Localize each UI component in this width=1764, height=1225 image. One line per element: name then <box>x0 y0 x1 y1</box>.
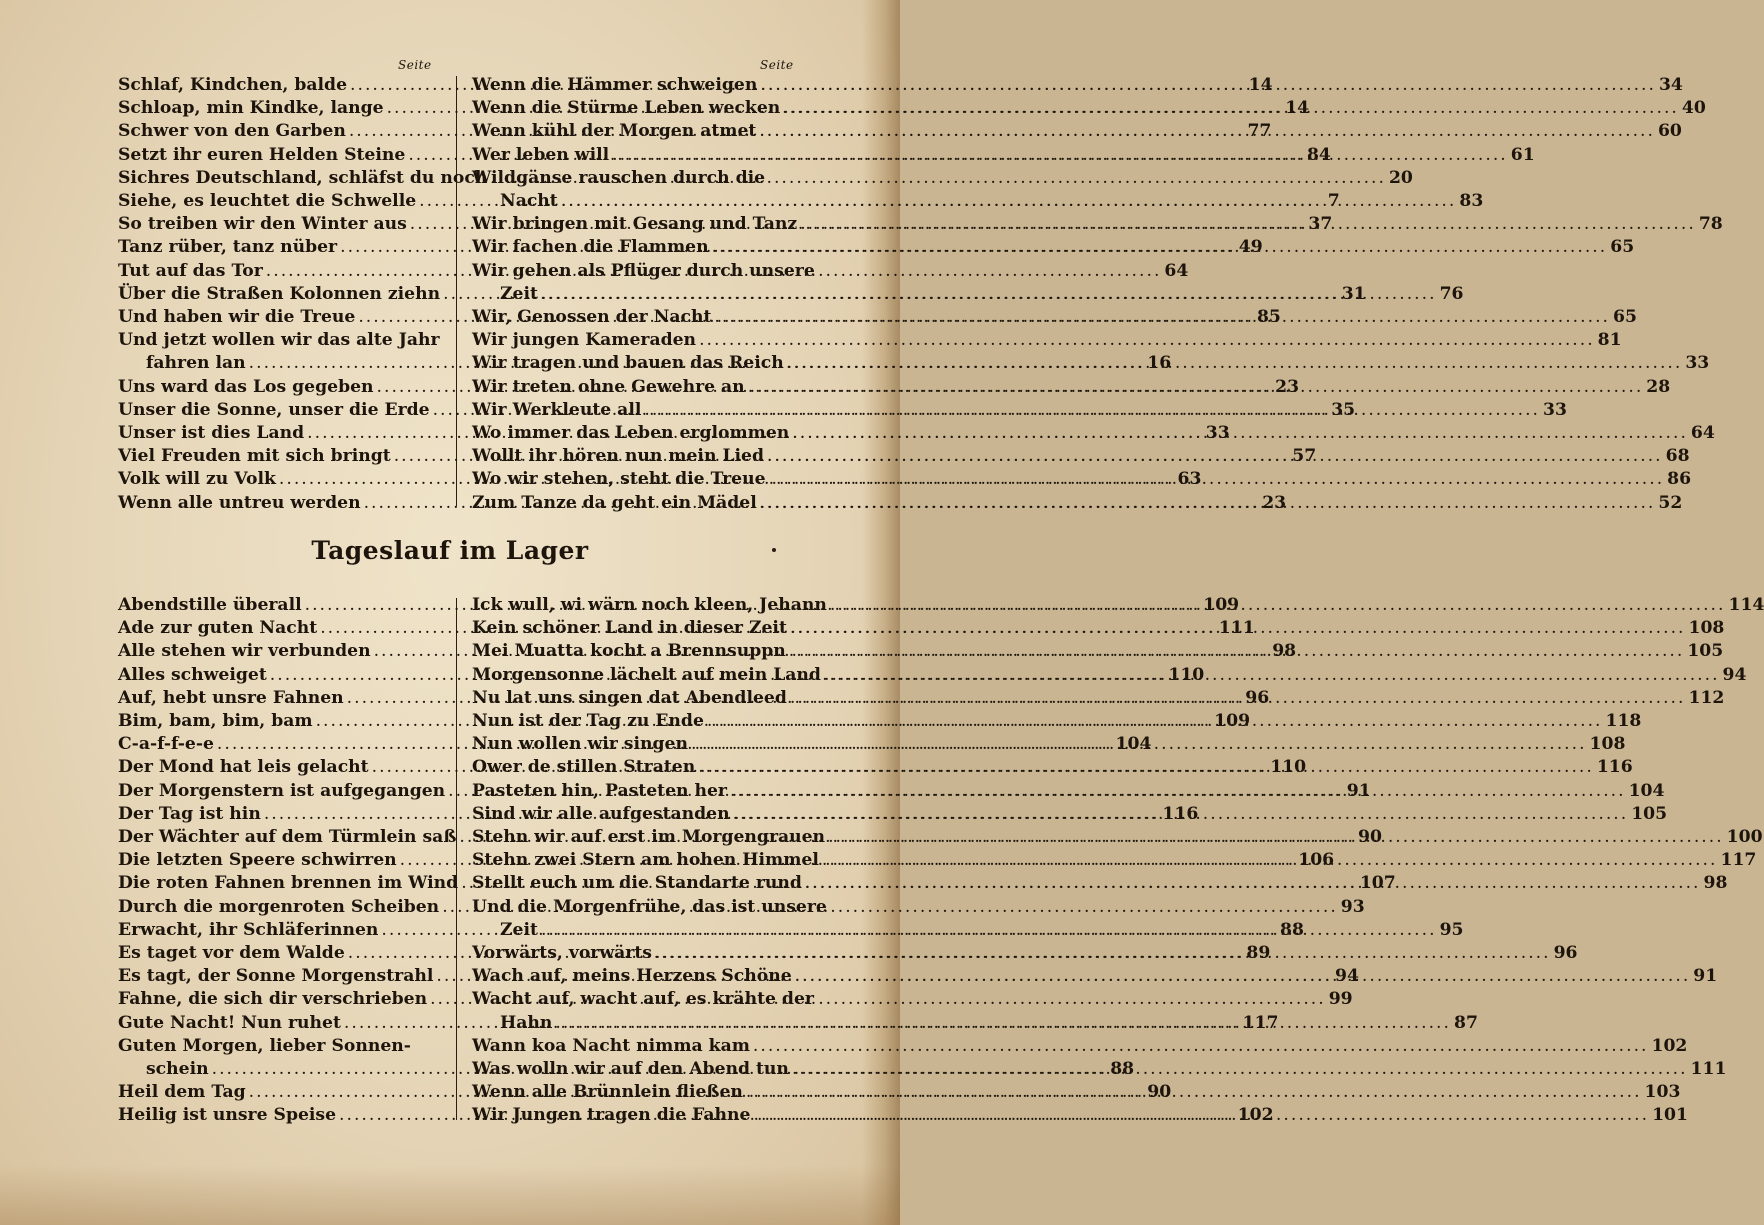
index-page-number: 94 <box>1722 664 1747 685</box>
index-entry-title: Viel Freuden mit sich bringt <box>118 446 391 467</box>
index-entry-title: Und die Morgenfrühe, das ist unsere <box>472 896 827 917</box>
index-page-number: 78 <box>1698 214 1723 235</box>
index-page-number: 104 <box>1628 780 1665 801</box>
dot-leader <box>541 919 1437 942</box>
index-page-number: 81 <box>1597 330 1622 351</box>
index-page-number: 88 <box>1110 1059 1135 1080</box>
dot-leader <box>769 468 1665 491</box>
index-entry-title: Wann koa Nacht nimma kam <box>472 1035 750 1056</box>
index-entry-title: Nu lat uns singen dat Abendleed <box>472 687 787 708</box>
index-entry-title: Der Morgenstern ist aufgegangen <box>118 780 446 801</box>
index-entry-title: Fahne, die sich dir verschrieben <box>118 989 428 1010</box>
index-entry-title: Nun ist der Tag zu Ende <box>472 711 704 732</box>
dot-leader <box>541 283 1437 306</box>
index-page-number: 98 <box>1703 873 1728 894</box>
index-entry-title: Wir, Genossen der Nacht <box>472 307 712 328</box>
dot-leader <box>795 965 1691 988</box>
dot-leader <box>792 422 1688 445</box>
index-entry-title: Und haben wir die Treue <box>118 307 356 328</box>
index-entry-title: Wir Jungen tragen die Fahne <box>472 1105 751 1126</box>
index-page-number: 64 <box>1164 260 1189 281</box>
dot-leader <box>748 376 1644 399</box>
dot-leader <box>707 710 1603 733</box>
index-page-number: 83 <box>1459 191 1484 212</box>
index-entry-title: Wenn alle untreu werden <box>118 492 361 513</box>
index-entry-title: Wir fachen die Flammen <box>472 237 709 258</box>
index-page-number: 116 <box>1596 757 1633 778</box>
index-page-number: 35 <box>1331 399 1356 420</box>
dot-leader <box>699 329 1595 352</box>
dot-leader <box>767 445 1663 468</box>
index-page-number: 105 <box>1631 803 1668 824</box>
index-entry-title: Kein schöner Land in dieser Zeit <box>472 618 787 639</box>
index-entry <box>472 190 1484 213</box>
index-entry-title: Volk will zu Volk <box>118 469 276 490</box>
index-entry-title: Vorwärts, vorwärts <box>472 943 652 964</box>
index-page-number: 37 <box>1308 214 1333 235</box>
index-page-number: 7 <box>1327 191 1340 212</box>
index-page-number: 91 <box>1693 966 1718 987</box>
index-page-number: 108 <box>1688 618 1725 639</box>
index-entry-title: Wir gehen als Pflüger durch unsere <box>472 260 815 281</box>
index-entry-title: Sind wir alle aufgestanden <box>472 803 730 824</box>
index-page-number: 105 <box>1687 641 1724 662</box>
index-entry-title: Uns ward das Los gegeben <box>118 376 374 397</box>
index-page-number: 104 <box>1115 734 1152 755</box>
index-page-number: 116 <box>1162 803 1199 824</box>
index-page-number: 89 <box>1246 943 1271 964</box>
index-page-number: 94 <box>1334 966 1359 987</box>
index-page-number: 99 <box>1328 989 1353 1010</box>
index-entry-title: Ade zur guten Nacht <box>118 618 318 639</box>
dot-leader <box>822 849 1718 872</box>
dot-leader <box>760 74 1656 97</box>
index-page-number: 110 <box>1270 757 1307 778</box>
dot-leader <box>790 687 1686 710</box>
index-entry-title: So treiben wir den Winter aus <box>118 214 407 235</box>
index-entry-title: Abendstille überall <box>118 595 302 615</box>
index-entry-title: Durch die morgenroten Scheiben <box>118 896 440 917</box>
index-page-number: 52 <box>1658 492 1683 513</box>
index-entry-continuation: Zeit <box>500 919 538 940</box>
index-entry-title: Auf, hebt unsre Fahnen <box>118 687 344 708</box>
index-entry-title: Mei Muatta kocht a Brennsuppn <box>472 641 786 662</box>
index-page-number: 14 <box>1285 98 1310 119</box>
index-page-number: 112 <box>1688 687 1725 708</box>
index-page-number: 100 <box>1726 827 1763 848</box>
index-page-number: 86 <box>1667 469 1692 490</box>
index-entry-title: Wir bringen mit Gesang und Tanz <box>472 214 798 235</box>
index-entry-title: C-a-f-f-e-e <box>118 734 214 755</box>
index-page-number: 98 <box>1272 641 1297 662</box>
index-page-number: 61 <box>1510 144 1535 165</box>
dot-leader <box>790 617 1686 640</box>
index-page-number: 40 <box>1681 98 1706 119</box>
dot-leader <box>830 594 1726 617</box>
index-page-number: 49 <box>1238 237 1263 258</box>
index-page-number: 68 <box>1665 446 1690 467</box>
index-page-number: 65 <box>1610 237 1635 258</box>
index-entry-title: Der Mond hat leis gelacht <box>118 757 369 778</box>
index-entry-title: Der Wächter auf dem Türmlein saß <box>118 827 457 848</box>
index-entry-title: Wach auf, meins Herzens Schöne <box>472 966 792 987</box>
index-entry-continuation: Hahn <box>500 1012 553 1033</box>
index-page-number: 111 <box>1218 618 1255 639</box>
dot-leader <box>698 756 1594 779</box>
index-page-number: 117 <box>1242 1012 1279 1033</box>
index-entry-title: Es taget vor dem Walde <box>118 943 345 964</box>
dot-leader <box>644 399 1540 422</box>
index-page-number: 23 <box>1262 492 1287 513</box>
index-entry-title: Es tagt, der Sonne Morgenstrahl <box>118 966 434 987</box>
index-page-number: 102 <box>1651 1035 1688 1056</box>
index-entry-title: Guten Morgen, lieber Sonnen- <box>118 1035 411 1056</box>
index-page-number: 111 <box>1690 1059 1727 1080</box>
index-page-number: 77 <box>1247 121 1272 142</box>
index-entry-title: Heilig ist unsre Speise <box>118 1105 337 1126</box>
index-page-number: 57 <box>1292 446 1317 467</box>
index-entry-title: Ick wull, wi wärn noch kleen, Jehann <box>472 595 827 615</box>
index-entry-title: Schlaf, Kindchen, balde <box>118 75 348 95</box>
index-entry-title: Tanz rüber, tanz nüber <box>118 237 338 258</box>
index-page-number: 108 <box>1589 734 1626 755</box>
dot-leader <box>730 780 1626 803</box>
index-page-number: 34 <box>1658 75 1683 95</box>
section-heading: Tageslauf im Lager <box>311 536 589 565</box>
index-page-number: 95 <box>1439 919 1464 940</box>
page-column-header-left: Seite <box>398 58 432 72</box>
dot-leader <box>712 236 1608 259</box>
index-page-number: 96 <box>1553 943 1578 964</box>
index-page-number: 114 <box>1728 595 1764 615</box>
dot-leader <box>753 1035 1649 1058</box>
index-page-number: 91 <box>1346 780 1371 801</box>
dot-leader <box>789 640 1685 663</box>
index-page-number: 85 <box>1256 307 1281 328</box>
index-entry <box>472 329 1622 352</box>
index-page-number: 31 <box>1341 283 1366 304</box>
index-entry-title: Wir Werkleute all <box>472 399 642 420</box>
dot-leader <box>800 213 1696 236</box>
index-entry-title: Sichres Deutschland, schläfst du noch <box>118 167 488 188</box>
index-entry-title: Wo wir stehen, steht die Treue <box>472 469 766 490</box>
index-entry-continuation: Zeit <box>500 283 538 304</box>
index-entry-title: Stehn wir auf erst im Morgengrauen <box>472 827 826 848</box>
index-page-number: 33 <box>1543 399 1567 420</box>
index-entry-title: Wir tragen und bauen das Reich <box>472 353 784 374</box>
index-entry-title: Schloap, min Kindke, lange <box>118 98 384 119</box>
index-page-number: 103 <box>1644 1082 1681 1103</box>
index-page-number: 33 <box>1205 423 1230 444</box>
dot-leader <box>561 190 1457 213</box>
index-page-number: 101 <box>1652 1105 1688 1126</box>
index-page-number: 109 <box>1214 711 1251 732</box>
index-entry-title: Wenn kühl der Morgen atmet <box>472 121 757 142</box>
dot-leader <box>759 120 1655 143</box>
index-page-number: 16 <box>1147 353 1172 374</box>
index-page-number: 64 <box>1690 423 1715 444</box>
index-entry-title: Siehe, es leuchtet die Schwelle <box>118 191 417 212</box>
index-entry-title: Was wolln wir auf den Abend tun <box>472 1059 789 1080</box>
index-entry-title: Stellt euch um die Standarte rund <box>472 873 802 894</box>
index-entry-title: Wacht auf, wacht auf, es krähte der <box>472 989 814 1010</box>
index-page-number: 63 <box>1177 469 1202 490</box>
index-entry-title: Bim, bam, bim, bam <box>118 711 313 732</box>
index-page-number: 84 <box>1306 144 1331 165</box>
index-page-number: 117 <box>1720 850 1757 871</box>
index-page-number: 14 <box>1248 75 1273 95</box>
index-entry <box>472 1035 1688 1058</box>
index-entry-title: Wo immer das Leben erglommen <box>472 423 790 444</box>
index-entry-title: Wenn alle Brünnlein fließen <box>472 1082 743 1103</box>
dot-leader <box>655 942 1551 965</box>
index-page-number: 109 <box>1203 595 1240 615</box>
dot-leader <box>733 803 1629 826</box>
page-column-header-right: Seite <box>760 58 794 72</box>
index-entry-title: Und jetzt wollen wir das alte Jahr <box>118 330 440 351</box>
index-entry-title: Ower de stillen Straten <box>472 757 696 778</box>
index-entry-title: Pasteten hin, Pasteten her <box>472 780 727 801</box>
index-page-number: 90 <box>1358 827 1382 848</box>
index-page-number: 88 <box>1280 919 1304 940</box>
index-entry-title: Über die Straßen Kolonnen ziehn <box>118 283 441 304</box>
index-entry-title: Wildgänse rauschen durch die <box>472 167 766 188</box>
index-entry-title: Unser ist dies Land <box>118 423 305 444</box>
index-entry-title: Morgensonne lächelt auf mein Land <box>472 664 821 685</box>
index-page-number: 110 <box>1168 664 1205 685</box>
index-entry-title: Gute Nacht! Nun ruhet <box>118 1012 341 1033</box>
dot-leader <box>828 826 1724 849</box>
index-page-number: 33 <box>1685 353 1710 374</box>
dot-leader <box>760 492 1656 515</box>
index-entry-title: Wir treten ohne Gewehre an <box>472 376 745 397</box>
index-entry-title: Die roten Fahnen brennen im Wind <box>118 873 459 894</box>
dot-leader <box>824 664 1720 687</box>
index-entry-title: Zum Tanze da geht ein Mädel <box>472 492 757 513</box>
index-entry-title: Unser die Sonne, unser die Erde <box>118 399 430 420</box>
index-entry-title: Wenn die Stürme Leben wecken <box>472 98 781 119</box>
dot-leader <box>746 1081 1642 1104</box>
index-page-number: 107 <box>1359 873 1396 894</box>
index-page-number: 65 <box>1613 307 1637 328</box>
index-entry-title: Die letzten Speere schwirren <box>118 850 397 871</box>
index-entry-continuation: Nacht <box>500 191 558 212</box>
index-entry-continuation: schein <box>146 1059 209 1080</box>
dot-leader <box>783 97 1679 120</box>
index-page-number: 23 <box>1275 376 1300 397</box>
index-page-number: 102 <box>1237 1105 1274 1126</box>
index-entry-title: Wollt ihr hören nun mein Lied <box>472 446 765 467</box>
index-entry-title: Erwacht, ihr Schläferinnen <box>118 919 379 940</box>
dot-leader <box>691 733 1587 756</box>
index-entry-continuation: fahren lan <box>146 353 246 374</box>
index-page-number: 118 <box>1605 711 1642 732</box>
index-entry-title: Alles schweiget <box>118 664 267 685</box>
index-entry-title: Wir jungen Kameraden <box>472 330 697 351</box>
index-page-number: 28 <box>1646 376 1671 397</box>
index-entry-title: Tut auf das Tor <box>118 260 263 281</box>
index-page-number: 76 <box>1439 283 1464 304</box>
index-page-number: 60 <box>1657 121 1682 142</box>
dot-leader <box>555 1012 1451 1035</box>
index-page-number: 106 <box>1298 850 1335 871</box>
index-entry-title: Schwer von den Garben <box>118 121 346 142</box>
dot-leader <box>714 306 1610 329</box>
dot-leader <box>805 872 1701 895</box>
index-entry-title: Alle stehen wir verbunden <box>118 641 371 662</box>
index-page-number: 87 <box>1453 1012 1478 1033</box>
index-entry-title: Setzt ihr euren Helden Steine <box>118 144 406 165</box>
dot-leader <box>787 352 1683 375</box>
index-entry-title: Stehn zwei Stern am hohen Himmel <box>472 850 819 871</box>
index-entry-title: Wenn die Hämmer schweigen <box>472 75 758 95</box>
dot-leader <box>612 144 1508 167</box>
index-page-number: 96 <box>1245 687 1270 708</box>
index-page-number: 90 <box>1147 1082 1172 1103</box>
heading-dot <box>772 548 776 552</box>
index-page-number: 20 <box>1388 167 1413 188</box>
index-entry-title: Wer leben will <box>472 144 610 165</box>
index-page-number: 93 <box>1340 896 1365 917</box>
index-entry-title: Nun wollen wir singen <box>472 734 688 755</box>
dot-leader <box>792 1058 1688 1081</box>
index-entry-title: Der Tag ist hin <box>118 803 261 824</box>
index-entry-title: Heil dem Tag <box>118 1082 246 1103</box>
dot-leader <box>753 1104 1649 1127</box>
